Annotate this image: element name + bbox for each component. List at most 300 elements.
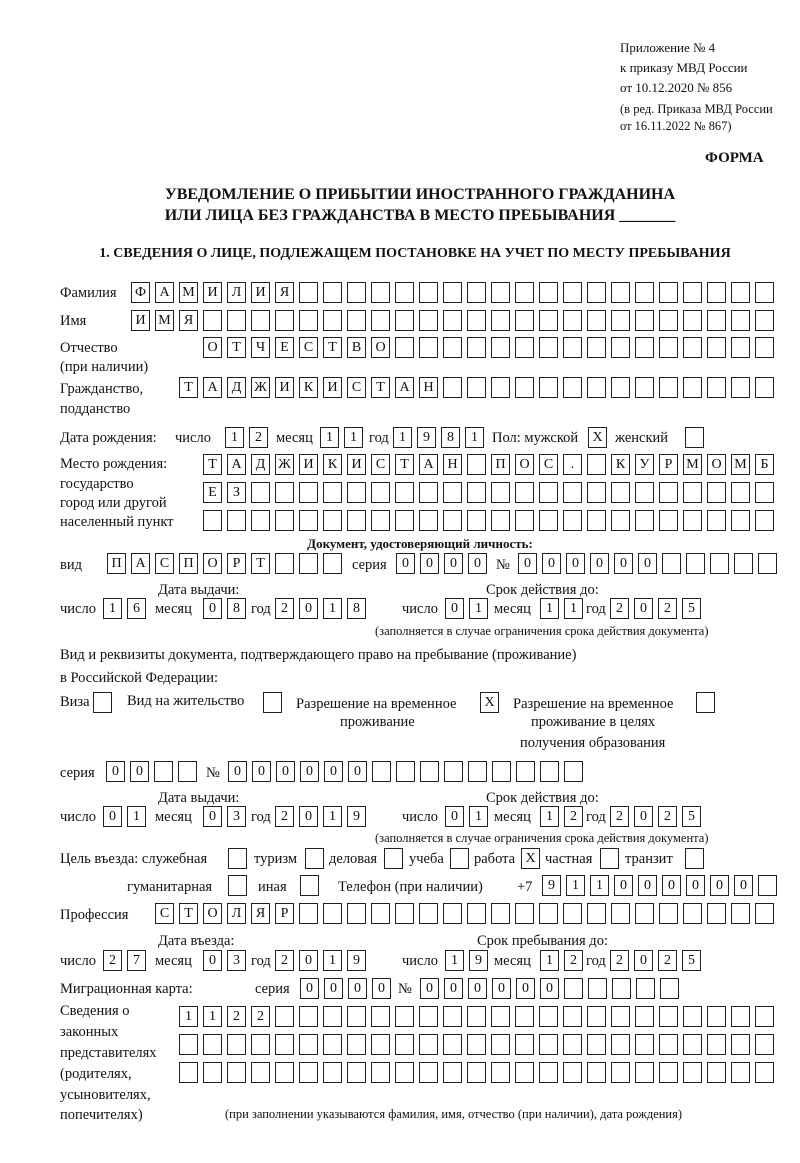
entry-date-year-cell[interactable]: 9 xyxy=(347,950,366,971)
patronymic-cell[interactable] xyxy=(515,337,534,358)
name-cell[interactable] xyxy=(563,310,582,331)
birth-place-row3-cell[interactable] xyxy=(419,510,438,531)
birth-place-row2-cell[interactable] xyxy=(347,482,366,503)
birth-place-row3-cell[interactable] xyxy=(203,510,222,531)
representatives-row3-cell[interactable] xyxy=(419,1062,438,1083)
birth-place-row3-cell[interactable] xyxy=(659,510,678,531)
birth-day-cell[interactable]: 1 xyxy=(225,427,244,448)
surname-cell[interactable] xyxy=(515,282,534,303)
birth-year-cell[interactable]: 1 xyxy=(465,427,484,448)
surname-cell[interactable]: А xyxy=(155,282,174,303)
birth-place-row2-cell[interactable] xyxy=(755,482,774,503)
surname-cell[interactable] xyxy=(419,282,438,303)
representatives-row3-cell[interactable] xyxy=(203,1062,222,1083)
entry-date-year-cell[interactable]: 2 xyxy=(275,950,294,971)
name-cell[interactable] xyxy=(443,310,462,331)
surname-cell[interactable] xyxy=(707,282,726,303)
stay-number-cell[interactable] xyxy=(396,761,415,782)
profession-cell[interactable] xyxy=(659,903,678,924)
representatives-row2-cell[interactable] xyxy=(347,1034,366,1055)
citizenship-cell[interactable]: И xyxy=(275,377,294,398)
id-date-end-year-cell[interactable]: 0 xyxy=(634,598,653,619)
patronymic-cell[interactable] xyxy=(707,337,726,358)
migration-series-cell[interactable]: 0 xyxy=(300,978,319,999)
name-cell[interactable] xyxy=(395,310,414,331)
name-cell[interactable]: М xyxy=(155,310,174,331)
id-date-month-cell[interactable]: 0 xyxy=(203,598,222,619)
representatives-row2-cell[interactable] xyxy=(395,1034,414,1055)
id-number-cell[interactable]: 0 xyxy=(542,553,561,574)
entry-date-year-cell[interactable]: 0 xyxy=(299,950,318,971)
citizenship-cell[interactable]: Н xyxy=(419,377,438,398)
representatives-row3-cell[interactable] xyxy=(755,1062,774,1083)
profession-cell[interactable] xyxy=(707,903,726,924)
birth-place-row2-cell[interactable] xyxy=(419,482,438,503)
stay-date-year-cell[interactable]: 0 xyxy=(299,806,318,827)
migration-number-cell[interactable] xyxy=(660,978,679,999)
citizenship-cell[interactable]: Ж xyxy=(251,377,270,398)
purpose-study-cell[interactable] xyxy=(450,848,469,869)
profession-cell[interactable] xyxy=(563,903,582,924)
name-cell[interactable] xyxy=(635,310,654,331)
birth-place-row1-cell[interactable]: Р xyxy=(659,454,678,475)
birth-place-row1-cell[interactable]: У xyxy=(635,454,654,475)
name-cell[interactable] xyxy=(707,310,726,331)
surname-cell[interactable] xyxy=(755,282,774,303)
id-date-month-cell[interactable]: 8 xyxy=(227,598,246,619)
stay-date-end-day-cell[interactable]: 1 xyxy=(469,806,488,827)
id-date-year-cell[interactable]: 8 xyxy=(347,598,366,619)
representatives-row1-cell[interactable]: 2 xyxy=(251,1006,270,1027)
id-number-cell[interactable]: 0 xyxy=(566,553,585,574)
profession-cell[interactable] xyxy=(683,903,702,924)
entry-date-day-cell[interactable]: 2 xyxy=(103,950,122,971)
surname-cell[interactable] xyxy=(635,282,654,303)
name-cell[interactable] xyxy=(203,310,222,331)
surname-cell[interactable]: Ф xyxy=(131,282,150,303)
migration-series-cell[interactable]: 0 xyxy=(372,978,391,999)
patronymic-cell[interactable] xyxy=(491,337,510,358)
surname-cell[interactable]: И xyxy=(251,282,270,303)
id-series-cell[interactable]: 0 xyxy=(468,553,487,574)
patronymic-cell[interactable] xyxy=(731,337,750,358)
representatives-row3-cell[interactable] xyxy=(347,1062,366,1083)
representatives-row1-cell[interactable] xyxy=(275,1006,294,1027)
purpose-private-cell[interactable] xyxy=(600,848,619,869)
purpose-service-cell[interactable] xyxy=(228,848,247,869)
stay-date-year-cell[interactable]: 1 xyxy=(323,806,342,827)
citizenship-cell[interactable]: А xyxy=(203,377,222,398)
patronymic-cell[interactable] xyxy=(395,337,414,358)
stay-number-cell[interactable] xyxy=(564,761,583,782)
phone-cell[interactable] xyxy=(758,875,777,896)
birth-place-row2-cell[interactable] xyxy=(515,482,534,503)
birth-place-row1-cell[interactable]: И xyxy=(299,454,318,475)
id-date-year-cell[interactable]: 1 xyxy=(323,598,342,619)
name-cell[interactable]: И xyxy=(131,310,150,331)
stay-number-cell[interactable] xyxy=(540,761,559,782)
birth-place-row1-cell[interactable]: О xyxy=(707,454,726,475)
representatives-row2-cell[interactable] xyxy=(563,1034,582,1055)
stay-date-day-cell[interactable]: 0 xyxy=(103,806,122,827)
stay-number-cell[interactable]: 0 xyxy=(300,761,319,782)
profession-cell[interactable] xyxy=(635,903,654,924)
representatives-row3-cell[interactable] xyxy=(683,1062,702,1083)
citizenship-cell[interactable]: С xyxy=(347,377,366,398)
id-number-cell[interactable]: 0 xyxy=(518,553,537,574)
representatives-row2-cell[interactable] xyxy=(635,1034,654,1055)
birth-place-row3-cell[interactable] xyxy=(347,510,366,531)
representatives-row3-cell[interactable] xyxy=(563,1062,582,1083)
birth-place-row3-cell[interactable] xyxy=(491,510,510,531)
stay-number-cell[interactable]: 0 xyxy=(348,761,367,782)
representatives-row3-cell[interactable] xyxy=(611,1062,630,1083)
migration-number-cell[interactable] xyxy=(564,978,583,999)
profession-cell[interactable] xyxy=(611,903,630,924)
representatives-row1-cell[interactable] xyxy=(539,1006,558,1027)
entry-date-day-cell[interactable]: 7 xyxy=(127,950,146,971)
representatives-row1-cell[interactable] xyxy=(395,1006,414,1027)
citizenship-cell[interactable]: Т xyxy=(371,377,390,398)
residence-permit-cell[interactable] xyxy=(263,692,282,713)
id-number-cell[interactable] xyxy=(758,553,777,574)
surname-cell[interactable] xyxy=(491,282,510,303)
citizenship-cell[interactable] xyxy=(731,377,750,398)
stay-date-day-cell[interactable]: 1 xyxy=(127,806,146,827)
profession-cell[interactable]: Т xyxy=(179,903,198,924)
entry-date-end-month-cell[interactable]: 1 xyxy=(540,950,559,971)
birth-place-row2-cell[interactable] xyxy=(395,482,414,503)
profession-cell[interactable] xyxy=(491,903,510,924)
profession-cell[interactable] xyxy=(299,903,318,924)
birth-year-cell[interactable]: 1 xyxy=(393,427,412,448)
birth-place-row3-cell[interactable] xyxy=(539,510,558,531)
birth-place-row2-cell[interactable] xyxy=(659,482,678,503)
birth-place-row1-cell[interactable]: А xyxy=(227,454,246,475)
birth-place-row3-cell[interactable] xyxy=(683,510,702,531)
migration-number-cell[interactable] xyxy=(612,978,631,999)
migration-number-cell[interactable]: 0 xyxy=(444,978,463,999)
birth-place-row3-cell[interactable] xyxy=(227,510,246,531)
birth-place-row1-cell[interactable]: М xyxy=(731,454,750,475)
stay-series-cell[interactable]: 0 xyxy=(106,761,125,782)
entry-date-end-day-cell[interactable]: 1 xyxy=(445,950,464,971)
profession-cell[interactable] xyxy=(323,903,342,924)
representatives-row1-cell[interactable] xyxy=(731,1006,750,1027)
birth-place-row2-cell[interactable] xyxy=(275,482,294,503)
name-cell[interactable] xyxy=(299,310,318,331)
representatives-row1-cell[interactable] xyxy=(491,1006,510,1027)
representatives-row3-cell[interactable] xyxy=(587,1062,606,1083)
name-cell[interactable] xyxy=(275,310,294,331)
id-date-year-cell[interactable]: 2 xyxy=(275,598,294,619)
surname-cell[interactable] xyxy=(659,282,678,303)
birth-place-row3-cell[interactable] xyxy=(251,510,270,531)
citizenship-cell[interactable] xyxy=(635,377,654,398)
stay-date-end-year-cell[interactable]: 2 xyxy=(658,806,677,827)
birth-month-cell[interactable]: 1 xyxy=(344,427,363,448)
entry-date-month-cell[interactable]: 3 xyxy=(227,950,246,971)
birth-place-row3-cell[interactable] xyxy=(611,510,630,531)
patronymic-cell[interactable] xyxy=(419,337,438,358)
stay-date-end-year-cell[interactable]: 0 xyxy=(634,806,653,827)
representatives-row1-cell[interactable] xyxy=(467,1006,486,1027)
profession-cell[interactable] xyxy=(371,903,390,924)
name-cell[interactable] xyxy=(251,310,270,331)
citizenship-cell[interactable]: И xyxy=(323,377,342,398)
birth-place-row3-cell[interactable] xyxy=(299,510,318,531)
surname-cell[interactable] xyxy=(299,282,318,303)
stay-date-month-cell[interactable]: 3 xyxy=(227,806,246,827)
name-cell[interactable] xyxy=(227,310,246,331)
birth-place-row2-cell[interactable] xyxy=(731,482,750,503)
name-cell[interactable] xyxy=(659,310,678,331)
surname-cell[interactable] xyxy=(467,282,486,303)
birth-place-row2-cell[interactable] xyxy=(539,482,558,503)
representatives-row3-cell[interactable] xyxy=(395,1062,414,1083)
id-type-cell[interactable]: Т xyxy=(251,553,270,574)
citizenship-cell[interactable]: Д xyxy=(227,377,246,398)
profession-cell[interactable]: Я xyxy=(251,903,270,924)
representatives-row1-cell[interactable] xyxy=(515,1006,534,1027)
stay-number-cell[interactable]: 0 xyxy=(276,761,295,782)
id-type-cell[interactable]: А xyxy=(131,553,150,574)
birth-place-row3-cell[interactable] xyxy=(731,510,750,531)
birth-place-row2-cell[interactable] xyxy=(683,482,702,503)
birth-place-row3-cell[interactable] xyxy=(755,510,774,531)
representatives-row1-cell[interactable] xyxy=(707,1006,726,1027)
migration-number-cell[interactable] xyxy=(588,978,607,999)
id-type-cell[interactable]: П xyxy=(107,553,126,574)
representatives-row2-cell[interactable] xyxy=(275,1034,294,1055)
birth-place-row2-cell[interactable] xyxy=(707,482,726,503)
stay-date-end-month-cell[interactable]: 1 xyxy=(540,806,559,827)
representatives-row3-cell[interactable] xyxy=(467,1062,486,1083)
birth-place-row2-cell[interactable] xyxy=(635,482,654,503)
citizenship-cell[interactable]: А xyxy=(395,377,414,398)
name-cell[interactable] xyxy=(323,310,342,331)
birth-place-row3-cell[interactable] xyxy=(707,510,726,531)
birth-place-row2-cell[interactable] xyxy=(443,482,462,503)
representatives-row1-cell[interactable] xyxy=(683,1006,702,1027)
representatives-row1-cell[interactable] xyxy=(755,1006,774,1027)
citizenship-cell[interactable] xyxy=(587,377,606,398)
id-number-cell[interactable] xyxy=(662,553,681,574)
citizenship-cell[interactable] xyxy=(491,377,510,398)
birth-year-cell[interactable]: 9 xyxy=(417,427,436,448)
stay-number-cell[interactable] xyxy=(516,761,535,782)
patronymic-cell[interactable] xyxy=(683,337,702,358)
surname-cell[interactable] xyxy=(731,282,750,303)
id-number-cell[interactable]: 0 xyxy=(638,553,657,574)
name-cell[interactable] xyxy=(755,310,774,331)
profession-cell[interactable]: Р xyxy=(275,903,294,924)
name-cell[interactable] xyxy=(683,310,702,331)
surname-cell[interactable] xyxy=(587,282,606,303)
phone-cell[interactable]: 0 xyxy=(662,875,681,896)
birth-place-row1-cell[interactable]: Б xyxy=(755,454,774,475)
birth-month-cell[interactable]: 1 xyxy=(320,427,339,448)
birth-place-row1-cell[interactable] xyxy=(467,454,486,475)
name-cell[interactable] xyxy=(515,310,534,331)
migration-series-cell[interactable]: 0 xyxy=(348,978,367,999)
representatives-row2-cell[interactable] xyxy=(443,1034,462,1055)
birth-place-row2-cell[interactable] xyxy=(251,482,270,503)
id-type-cell[interactable]: П xyxy=(179,553,198,574)
id-date-end-month-cell[interactable]: 1 xyxy=(540,598,559,619)
entry-date-year-cell[interactable]: 1 xyxy=(323,950,342,971)
id-type-cell[interactable]: Р xyxy=(227,553,246,574)
surname-cell[interactable] xyxy=(323,282,342,303)
representatives-row2-cell[interactable] xyxy=(371,1034,390,1055)
surname-cell[interactable] xyxy=(395,282,414,303)
patronymic-cell[interactable]: Ч xyxy=(251,337,270,358)
patronymic-cell[interactable] xyxy=(587,337,606,358)
surname-cell[interactable] xyxy=(371,282,390,303)
patronymic-cell[interactable]: В xyxy=(347,337,366,358)
id-series-cell[interactable]: 0 xyxy=(444,553,463,574)
visa-cell[interactable] xyxy=(93,692,112,713)
migration-number-cell[interactable] xyxy=(636,978,655,999)
profession-cell[interactable] xyxy=(515,903,534,924)
birth-place-row1-cell[interactable]: Т xyxy=(395,454,414,475)
birth-place-row2-cell[interactable] xyxy=(563,482,582,503)
id-number-cell[interactable] xyxy=(710,553,729,574)
representatives-row2-cell[interactable] xyxy=(587,1034,606,1055)
surname-cell[interactable] xyxy=(347,282,366,303)
id-type-cell[interactable]: О xyxy=(203,553,222,574)
representatives-row2-cell[interactable] xyxy=(731,1034,750,1055)
citizenship-cell[interactable] xyxy=(515,377,534,398)
id-number-cell[interactable]: 0 xyxy=(614,553,633,574)
surname-cell[interactable] xyxy=(539,282,558,303)
surname-cell[interactable]: Л xyxy=(227,282,246,303)
surname-cell[interactable]: М xyxy=(179,282,198,303)
stay-date-end-month-cell[interactable]: 2 xyxy=(564,806,583,827)
purpose-work-cell[interactable]: X xyxy=(521,848,540,869)
entry-date-end-year-cell[interactable]: 2 xyxy=(658,950,677,971)
name-cell[interactable] xyxy=(587,310,606,331)
entry-date-end-day-cell[interactable]: 9 xyxy=(469,950,488,971)
representatives-row1-cell[interactable] xyxy=(635,1006,654,1027)
representatives-row3-cell[interactable] xyxy=(227,1062,246,1083)
surname-cell[interactable] xyxy=(563,282,582,303)
sex-female-cell[interactable] xyxy=(685,427,704,448)
name-cell[interactable]: Я xyxy=(179,310,198,331)
representatives-row3-cell[interactable] xyxy=(731,1062,750,1083)
birth-place-row3-cell[interactable] xyxy=(467,510,486,531)
birth-place-row3-cell[interactable] xyxy=(515,510,534,531)
birth-place-row1-cell[interactable]: А xyxy=(419,454,438,475)
patronymic-cell[interactable]: О xyxy=(371,337,390,358)
patronymic-cell[interactable]: Т xyxy=(227,337,246,358)
id-number-cell[interactable]: 0 xyxy=(590,553,609,574)
name-cell[interactable] xyxy=(371,310,390,331)
phone-cell[interactable]: 0 xyxy=(638,875,657,896)
birth-place-row2-cell[interactable] xyxy=(323,482,342,503)
representatives-row3-cell[interactable] xyxy=(443,1062,462,1083)
representatives-row1-cell[interactable]: 1 xyxy=(179,1006,198,1027)
representatives-row3-cell[interactable] xyxy=(275,1062,294,1083)
stay-number-cell[interactable]: 0 xyxy=(252,761,271,782)
representatives-row2-cell[interactable] xyxy=(755,1034,774,1055)
id-date-year-cell[interactable]: 0 xyxy=(299,598,318,619)
name-cell[interactable] xyxy=(611,310,630,331)
birth-place-row2-cell[interactable] xyxy=(467,482,486,503)
id-date-end-day-cell[interactable]: 0 xyxy=(445,598,464,619)
citizenship-cell[interactable]: К xyxy=(299,377,318,398)
birth-place-row1-cell[interactable]: И xyxy=(347,454,366,475)
birth-year-cell[interactable]: 8 xyxy=(441,427,460,448)
representatives-row3-cell[interactable] xyxy=(659,1062,678,1083)
patronymic-cell[interactable] xyxy=(539,337,558,358)
phone-cell[interactable]: 0 xyxy=(686,875,705,896)
patronymic-cell[interactable] xyxy=(443,337,462,358)
representatives-row3-cell[interactable] xyxy=(539,1062,558,1083)
stay-number-cell[interactable] xyxy=(468,761,487,782)
profession-cell[interactable] xyxy=(539,903,558,924)
surname-cell[interactable] xyxy=(683,282,702,303)
representatives-row1-cell[interactable] xyxy=(659,1006,678,1027)
citizenship-cell[interactable] xyxy=(539,377,558,398)
stay-number-cell[interactable] xyxy=(492,761,511,782)
migration-number-cell[interactable]: 0 xyxy=(516,978,535,999)
purpose-humanitarian-cell[interactable] xyxy=(228,875,247,896)
representatives-row3-cell[interactable] xyxy=(707,1062,726,1083)
birth-place-row2-cell[interactable]: З xyxy=(227,482,246,503)
entry-date-end-year-cell[interactable]: 2 xyxy=(610,950,629,971)
stay-series-cell[interactable]: 0 xyxy=(130,761,149,782)
birth-place-row1-cell[interactable]: Ж xyxy=(275,454,294,475)
representatives-row1-cell[interactable] xyxy=(323,1006,342,1027)
patronymic-cell[interactable] xyxy=(611,337,630,358)
profession-cell[interactable] xyxy=(395,903,414,924)
representatives-row3-cell[interactable] xyxy=(491,1062,510,1083)
citizenship-cell[interactable] xyxy=(707,377,726,398)
purpose-other-cell[interactable] xyxy=(300,875,319,896)
representatives-row2-cell[interactable] xyxy=(227,1034,246,1055)
stay-number-cell[interactable]: 0 xyxy=(324,761,343,782)
birth-place-row1-cell[interactable] xyxy=(587,454,606,475)
patronymic-cell[interactable] xyxy=(467,337,486,358)
stay-series-cell[interactable] xyxy=(154,761,173,782)
patronymic-cell[interactable] xyxy=(635,337,654,358)
patronymic-cell[interactable]: С xyxy=(299,337,318,358)
profession-cell[interactable]: С xyxy=(155,903,174,924)
representatives-row1-cell[interactable]: 2 xyxy=(227,1006,246,1027)
phone-cell[interactable]: 0 xyxy=(614,875,633,896)
birth-place-row1-cell[interactable]: Н xyxy=(443,454,462,475)
representatives-row1-cell[interactable] xyxy=(563,1006,582,1027)
patronymic-cell[interactable] xyxy=(659,337,678,358)
name-cell[interactable] xyxy=(539,310,558,331)
surname-cell[interactable]: И xyxy=(203,282,222,303)
profession-cell[interactable] xyxy=(731,903,750,924)
name-cell[interactable] xyxy=(731,310,750,331)
representatives-row2-cell[interactable] xyxy=(203,1034,222,1055)
id-type-cell[interactable] xyxy=(299,553,318,574)
profession-cell[interactable] xyxy=(443,903,462,924)
name-cell[interactable] xyxy=(347,310,366,331)
entry-date-end-year-cell[interactable]: 5 xyxy=(682,950,701,971)
representatives-row2-cell[interactable] xyxy=(299,1034,318,1055)
birth-place-row3-cell[interactable] xyxy=(563,510,582,531)
birth-place-row2-cell[interactable] xyxy=(611,482,630,503)
birth-place-row2-cell[interactable] xyxy=(371,482,390,503)
representatives-row2-cell[interactable] xyxy=(611,1034,630,1055)
stay-number-cell[interactable] xyxy=(444,761,463,782)
citizenship-cell[interactable] xyxy=(755,377,774,398)
